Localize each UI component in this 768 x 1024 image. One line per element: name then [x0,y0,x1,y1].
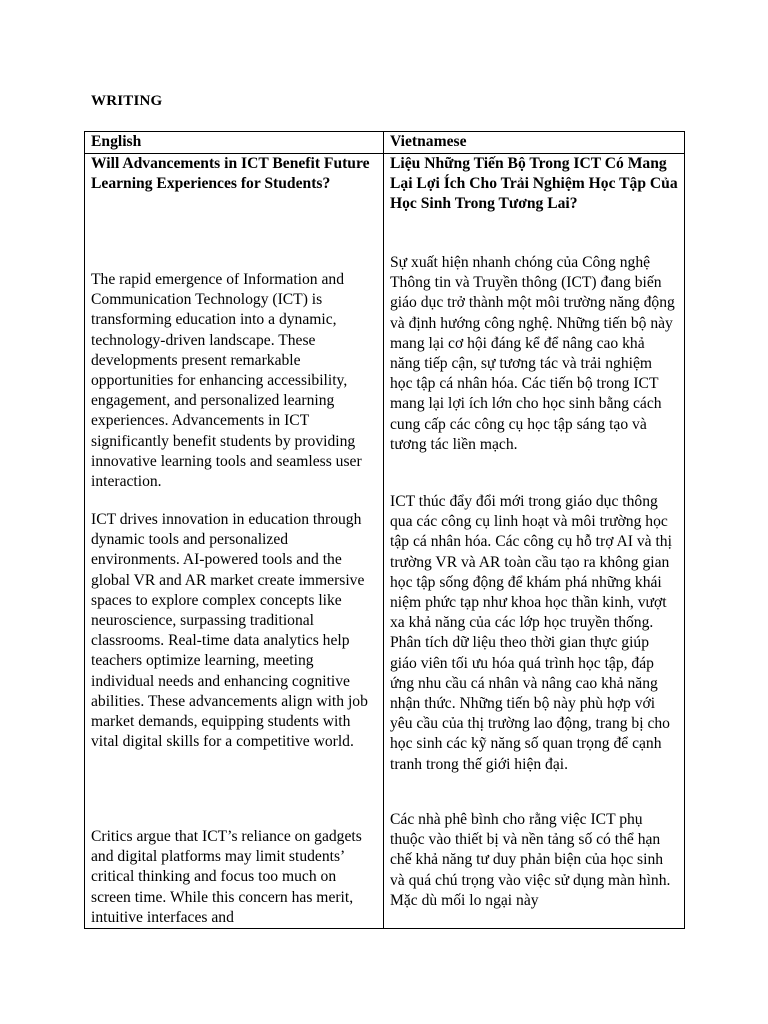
column-header-english: English [85,132,384,154]
english-paragraph-1: The rapid emergence of Information and Communication Technology (ICT) is transforming education into a dynamic, technology-driven landscape. These developments present remarkable opportunities for enhancing accessibility, engagement, and personalized learning experiences. Advancements in ICT significantly benefit students by providing innovative learning tools and seamless user interaction. [91,271,362,491]
vietnamese-paragraph-1: Sự xuất hiện nhanh chóng của Công nghệ Thông tin và Truyền thông (ICT) đang biến giáo dục trở thành một môi trường năng động và định hướng công nghệ. Những tiến bộ này mang lại cơ hội đáng kể để nâng cao khả năng tiếp cận, sự tương tác và trải nghiệm học tập cá nhân hóa. Các tiến bộ trong ICT mang lại lợi ích lớn cho học sinh bằng cách cung cấp các công cụ học tập sáng tạo và tương tác liền mạch. [390,254,675,453]
vietnamese-title: Liệu Những Tiến Bộ Trong ICT Có Mang Lại Lợi Ích Cho Trải Nghiệm Học Tập Của Học Sinh Trong Tương Lai? [390,155,678,213]
english-paragraph-2: ICT drives innovation in education through dynamic tools and personalized environments. AI-powered tools and the global VR and AR market create immersive spaces to explore complex concepts like neuroscience, surpassing traditional classrooms. Real-time data analytics help teachers optimize learning, meeting individual needs and enhancing cognitive abilities. These advancements align with job market demands, equipping students with vital digital skills for a competitive world. [91,511,368,751]
vietnamese-column [384,154,684,928]
english-title: Will Advancements in ICT Benefit Future Learning Experiences for Students? [91,155,370,193]
page-heading: WRITING [91,93,163,109]
vietnamese-paragraph-3: Các nhà phê bình cho rằng việc ICT phụ thuộc vào thiết bị và nền tảng số có thể hạn chế khả năng tư duy phản biện của học sinh và quá chú trọng vào việc sử dụng màn hình. Mặc dù mối lo ngại này [390,811,671,909]
vietnamese-paragraph-2: ICT thúc đẩy đổi mới trong giáo dục thông qua các công cụ linh hoạt và môi trường học tập cá nhân hóa. Các công cụ hỗ trợ AI và thị trường VR và AR toàn cầu tạo ra không gian học tập sống động để khám phá những khái niệm phức tạp như khoa học thần kinh, vượt xa khả năng của các lớp học truyền thống. Phân tích dữ liệu theo thời gian thực giúp giáo viên tối ưu hóa quá trình học tập, đáp ứng nhu cầu cá nhân và nâng cao khả năng nhận thức. Những tiến bộ này phù hợp với yêu cầu của thị trường lao động, trang bị cho học sinh các kỹ năng số quan trọng để cạnh tranh trong thế giới hiện đại. [390,493,672,773]
english-column [85,154,384,928]
english-paragraph-3: Critics argue that ICT’s reliance on gadgets and digital platforms may limit students’ critical thinking and focus too much on screen time. While this concern has merit, intuitive interfaces and [91,828,362,926]
column-header-vietnamese: Vietnamese [384,132,684,154]
translation-table [84,131,685,929]
